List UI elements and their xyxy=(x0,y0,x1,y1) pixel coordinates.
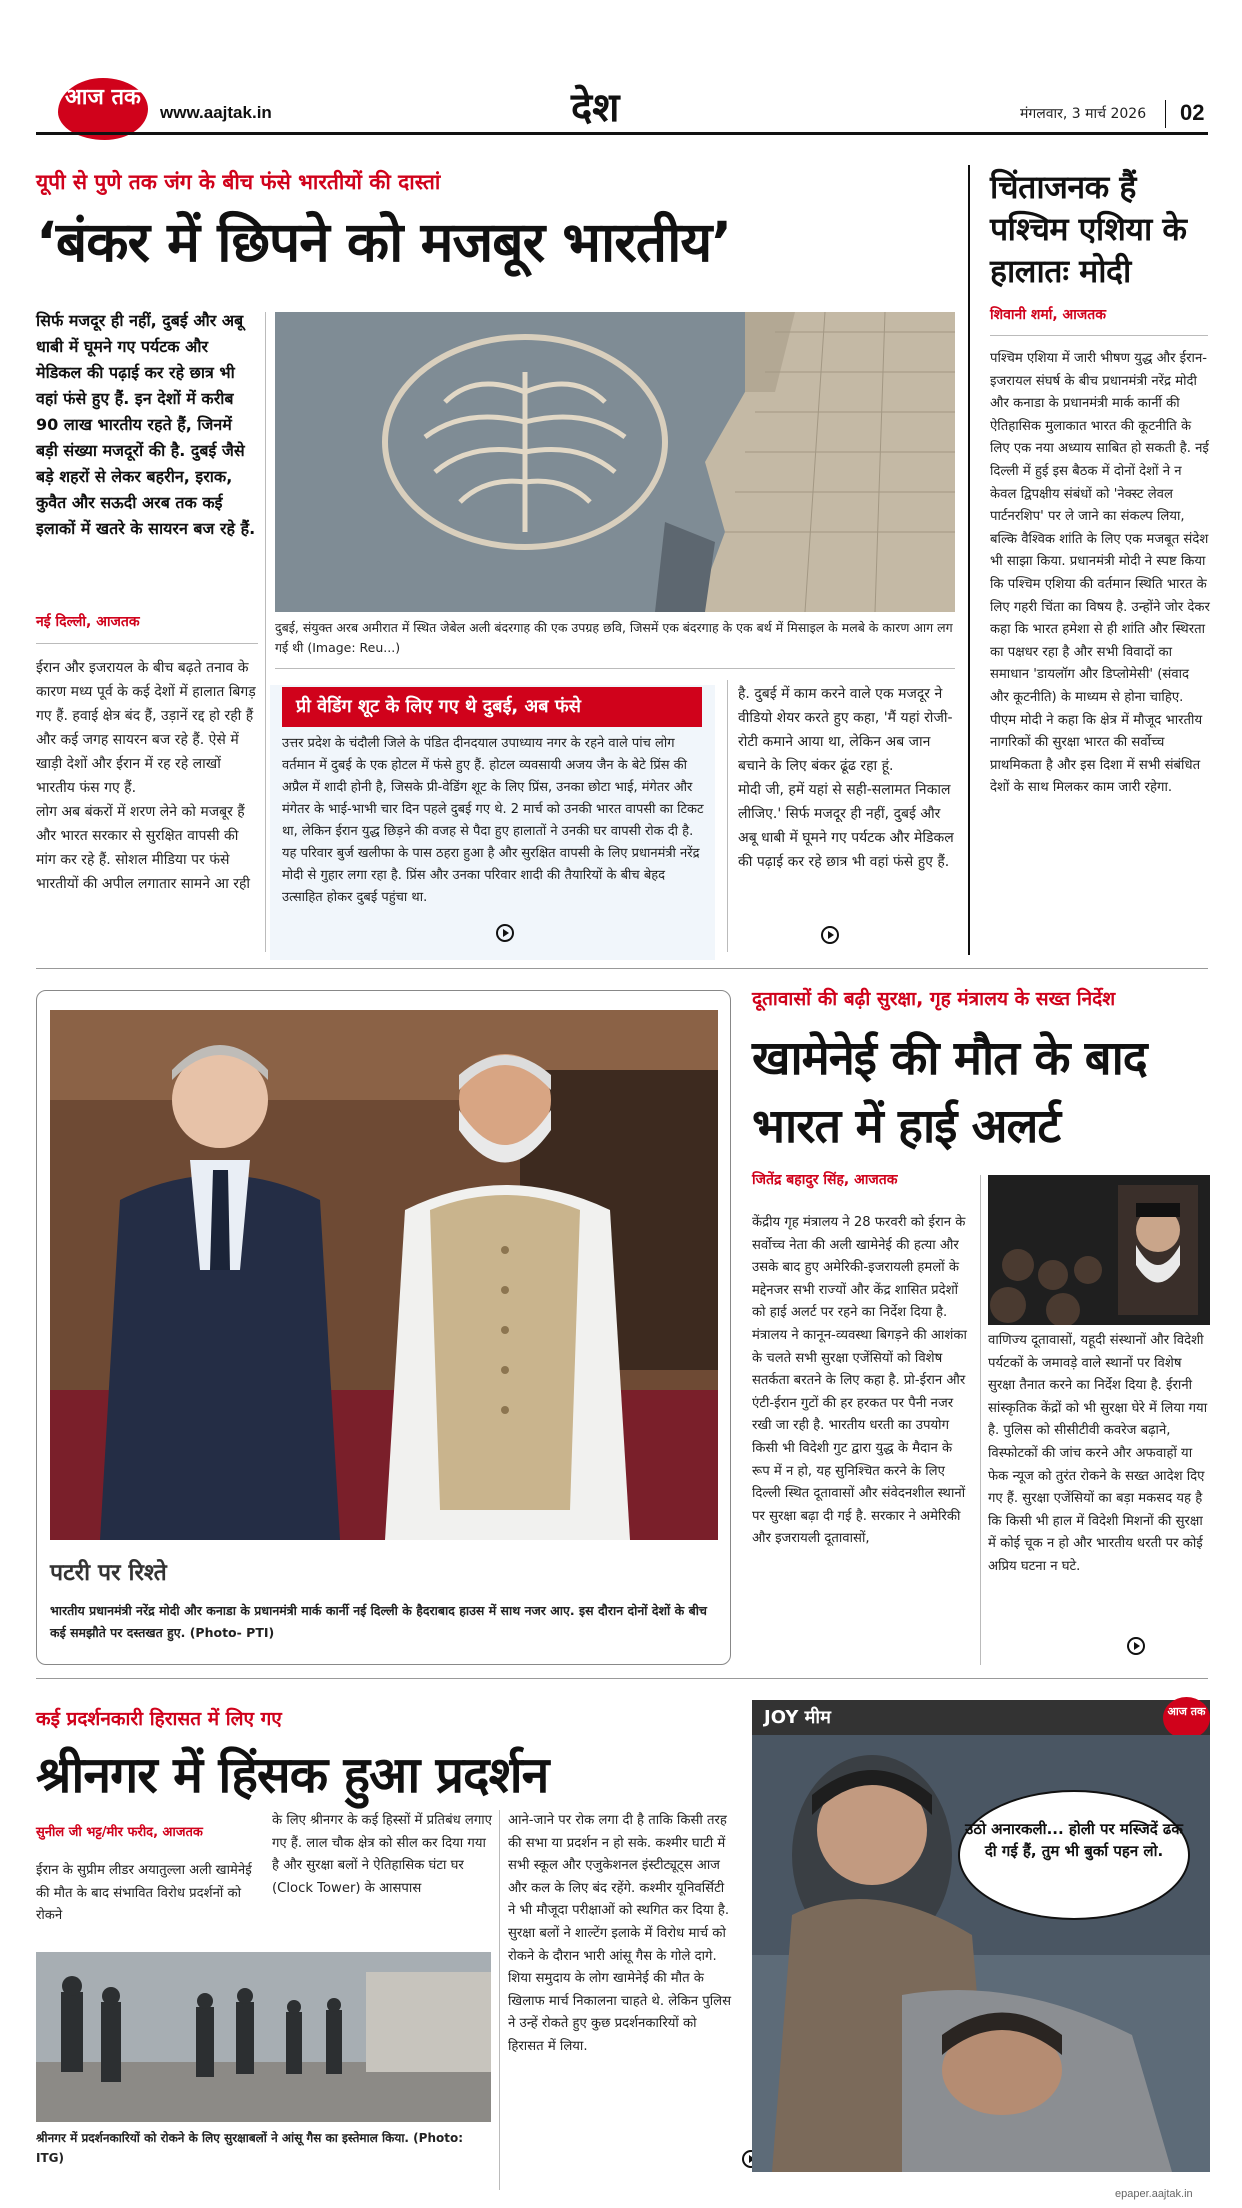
photo-feature-caption: भारतीय प्रधानमंत्री नरेंद्र मोदी और कनाडा के प्रधानमंत्री मार्क कार्नी नई दिल्ली के हैदराबाद हाउस में साथ नजर आए. इस दौरान दोनों देशों के बीच कई समझौते पर दस्तखत हुए. (Photo- PTI) xyxy=(50,1603,707,1640)
story2-byline: शिवानी शर्मा, आजतक xyxy=(990,307,1106,323)
meme-image[interactable] xyxy=(752,1735,1210,2172)
story1-body-col3: है. दुबई में काम करने वाले एक मजदूर ने वीडियो शेयर करते हुए कहा, 'मैं यहां रोजी-रोटी कमाने आया था, लेकिन अब जान बचाने के लिए बंकर ढूंढ रहा हूं. मोदी जी, हमें यहां से सही-सलामत निकाल लीजिए.' सिर्फ मजदूर ही नहीं, दुबई और अबू धाबी में घूमने गए पर्यटक और मेडिकल की पढ़ाई कर रहे छात्र भी वहां फंसे हुए हैं. xyxy=(738,686,954,870)
story2-divider xyxy=(990,335,1208,336)
satellite-image[interactable] xyxy=(275,312,955,612)
edition-date: मंगलवार, 3 मार्च 2026 xyxy=(1020,106,1147,122)
meme-section-label: JOY मीम xyxy=(752,1700,1210,1735)
column-divider xyxy=(968,165,970,955)
story4-body-col2: के लिए श्रीनगर के कई हिस्सों में प्रतिबंध लगाए गए हैं. लाल चौक क्षेत्र को सील कर दिया गया है और सुरक्षा बलों ने ऐतिहासिक घंटा घर (Clock Tower) के आसपास xyxy=(272,1813,492,1896)
section-divider xyxy=(36,1678,1208,1679)
photo-feature-title: पटरी पर रिश्ते xyxy=(50,1560,167,1586)
section-divider xyxy=(36,968,1208,969)
story1-headline[interactable]: ‘बंकर में छिपने को मजबूर भारतीय’ xyxy=(36,210,732,274)
satellite-image-art xyxy=(275,312,955,612)
column-divider xyxy=(499,1810,500,2190)
site-url[interactable]: www.aajtak.in xyxy=(160,103,272,122)
column-divider xyxy=(727,680,728,952)
prewedding-box-title[interactable]: प्री वेडिंग शूट के लिए गए थे दुबई, अब फंसे xyxy=(282,687,702,727)
story4-body-col1: ईरान के सुप्रीम लीडर अयातुल्ला अली खामेनेई की मौत के बाद संभावित विरोध प्रदर्शनों को रोकने xyxy=(36,1863,252,1924)
story3-body-col2: वाणिज्य दूतावासों, यहूदी संस्थानों और विदेशी पर्यटकों के जमावड़े वाले स्थानों पर विशेष सुरक्षा तैनात करने का निर्देश दिया है. ईरानी सांस्कृतिक केंद्रों को भी सुरक्षा घेरे में लिया गया है. पुलिस को सीसीटीवी कवरेज बढ़ाने, विस्फोटकों की जांच करने और अफवाहों या फेक न्यूज को तुरंत रोकने के सख्त आदेश दिए गए हैं. सुरक्षा एजेंसियों का बड़ा मकसद यह है कि किसी भी हाल में विदेशी मिशनों की सुरक्षा में कोई चूक न हो और भारतीय धरती पर कोई अप्रिय घटना न घटे. xyxy=(988,1333,1208,1574)
khamenei-protest-photo[interactable] xyxy=(988,1175,1210,1325)
story1-lead: सिर्फ मजदूर ही नहीं, दुबई और अबू धाबी में घूमने गए पर्यटक और मेडिकल की पढ़ाई कर रहे छात्र भी वहां फंसे हुए हैं. इन देशों में करीब 90 लाख भारतीय रहते हैं, जिनमें बड़ी संख्या मजदूरों की है. दुबई जैसे बड़े शहरों से लेकर बहरीन, इराक, कुवैत और सऊदी अरब तक कई इलाकों में खतरे के सायरन बज रहे हैं. xyxy=(36,311,256,538)
read-more-icon[interactable] xyxy=(496,924,514,942)
column-divider xyxy=(980,1175,981,1665)
story3-headline[interactable]: खामेनेई की मौत के बाद भारत में हाई अलर्ट xyxy=(752,1031,1147,1154)
satellite-caption: दुबई, संयुक्त अरब अमीरात में स्थित जेबेल अली बंदरगाह की एक उपग्रह छवि, जिसमें एक बंदरगाह के एक बर्थ में मिसाइल के मलबे के कारण आग लग गई थी (Image: Reu...) xyxy=(275,620,953,655)
date-divider xyxy=(1165,100,1166,128)
epaper-link[interactable]: epaper.aajtak.in xyxy=(1115,2188,1193,2200)
srinagar-protest-photo[interactable] xyxy=(36,1952,491,2122)
srinagar-protest-photo-art xyxy=(36,1952,491,2122)
aajtak-logo: आज तक xyxy=(1163,1697,1210,1739)
aajtak-logo[interactable]: आज तक xyxy=(58,78,148,140)
story1-body-col1: ईरान और इजरायल के बीच बढ़ते तनाव के कारण मध्य पूर्व के कई देशों में हालात बिगड़ गए हैं. हवाई क्षेत्र बंद हैं, उड़ानें रद्द हो रही हैं और कई जगह सायरन बज रहे हैं. ऐसे में खाड़ी देशों और ईरान में रह रहे लाखों भारतीय फंस गए हैं. लोग अब बंकरों में शरण लेने को मजबूर हैं और भारत सरकार से सुरक्षित वापसी की मांग कर रहे हैं. सोशल मीडिया पर फंसे भारतीयों की अपील लगातार सामने आ रही xyxy=(36,660,256,892)
header-rule xyxy=(36,132,1208,135)
leaders-photo-art xyxy=(50,1010,718,1540)
story3-body-col1: केंद्रीय गृह मंत्रालय ने 28 फरवरी को ईरान के सर्वोच्च नेता की अली खामेनेई की हत्या और उसके बाद हुए अमेरिकी-इजरायली हमलों के मद्देनजर सभी राज्यों और केंद्र शासित प्रदेशों को हाई अलर्ट पर रहने का निर्देश दिया है. मंत्रालय ने कानून-व्यवस्था बिगड़ने की आशंका के चलते सभी सुरक्षा एजेंसियों को विशेष सतर्कता बरतने के लिए कहा है. प्रो-ईरान और एंटी-ईरान गुटों की हर हरकत पर पैनी नजर रखी जा रही है. भारतीय धरती का उपयोग किसी भी विदेशी गुट द्वारा युद्ध के मैदान के रूप में न हो, यह सुनिश्चित करने के लिए दिल्ली स्थित दूतावासों और संवेदनशील स्थानों पर सुरक्षा बढ़ा दी गई है. सरकार ने अमेरिकी और इजरायली दूतावासों, xyxy=(752,1215,967,1547)
story1-byline: नई दिल्ली, आजतक xyxy=(36,614,140,630)
story4-kicker: कई प्रदर्शनकारी हिरासत में लिए गए xyxy=(36,1708,282,1730)
section-title: देश xyxy=(571,85,620,131)
story2-headline[interactable]: चिंताजनक हैं पश्चिम एशिया के हालातः मोदी xyxy=(990,168,1187,290)
meme-image-art xyxy=(752,1735,1210,2172)
story1-kicker: यूपी से पुणे तक जंग के बीच फंसे भारतीयों की दास्तां xyxy=(36,170,441,194)
caption-divider xyxy=(275,668,955,669)
story4-byline: सुनील जी भट्ट/मीर फरीद, आजतक xyxy=(36,1825,203,1840)
khamenei-protest-photo-art xyxy=(988,1175,1210,1325)
meme-speech-bubble: उठो अनारकली... होली पर मस्जिदें ढक दी गई हैं, तुम भी बुर्का पहन लो. xyxy=(958,1790,1190,1920)
story3-kicker: दूतावासों की बढ़ी सुरक्षा, गृह मंत्रालय के सख्त निर्देश xyxy=(752,988,1116,1010)
prewedding-box-text: उत्तर प्रदेश के चंदौली जिले के पंडित दीनदयाल उपाध्याय नगर के रहने वाले पांच लोग वर्तमान में दुबई के एक होटल में फंसे हुए हैं. होटल व्यवसायी अजय जैन के बेटे प्रिंस की अप्रैल में शादी होनी है, जिसके प्री-वेडिंग शूट के लिए प्रिंस, उनका छोटा भाई, मंगेतर और मंगेतर के भाई-भाभी चार दिन पहले दुबई गए थे. 2 मार्च को उनकी भारत वापसी का टिकट था, लेकिन ईरान युद्ध छिड़ने की वजह से पैदा हुए हालातों ने उनकी घर वापसी रोक दी है. यह परिवार बुर्ज खलीफा के पास ठहरा हुआ है और सुरक्षित वापसी के लिए प्रधानमंत्री नरेंद्र मोदी से गुहार लगा रहा है. प्रिंस और उनका परिवार शादी की तैयारियों के बीच बेहद उत्साहित होकर दुबई पहुंचा था. xyxy=(282,736,704,905)
story3-byline: जितेंद्र बहादुर सिंह, आजतक xyxy=(752,1172,898,1188)
story4-body-col3: आने-जाने पर रोक लगा दी है ताकि किसी तरह की सभा या प्रदर्शन न हो सके. कश्मीर घाटी में सभी स्कूल और एजुकेशनल इंस्टीट्यूट्स आज और कल के लिए बंद रहेंगे. कश्मीर यूनिवर्सिटी ने भी मौजूदा परीक्षाओं को स्थगित कर दिया है. सुरक्षा बलों ने शाल्टेंग इलाके में विरोध मार्च को रोकने के दौरान भारी आंसू गैस के गोले दागे. शिया समुदाय के लोग खामेनेई की मौत के खिलाफ मार्च निकालना चाहते थे. लेकिन पुलिस ने उन्हें रोकते हुए कुछ प्रदर्शनकारियों को हिरासत में लिया. xyxy=(508,1813,732,2054)
page-number: 02 xyxy=(1180,100,1205,125)
read-more-icon[interactable] xyxy=(1127,1637,1145,1655)
leaders-photo[interactable] xyxy=(50,1010,718,1540)
story1-lead-divider xyxy=(36,643,258,644)
story4-headline[interactable]: श्रीनगर में हिंसक हुआ प्रदर्शन xyxy=(36,1746,549,1804)
column-divider xyxy=(265,312,266,952)
story2-body: पश्चिम एशिया में जारी भीषण युद्ध और ईरान-इजरायल संघर्ष के बीच प्रधानमंत्री नरेंद्र मोदी और कनाडा के प्रधानमंत्री मार्क कार्नी की ऐतिहासिक मुलाकात भारत की कूटनीति के लिए एक नया अध्याय साबित हो सकती है. नई दिल्ली में हुई इस बैठक में दोनों देशों ने न केवल द्विपक्षीय संबंधों को 'नेक्स्ट लेवल पार्टनरशिप' पर ले जाने का संकल्प लिया, बल्कि वैश्विक शांति के लिए एक मजबूत संदेश भी साझा किया. प्रधानमंत्री मोदी ने स्पष्ट किया कि पश्चिम एशिया की वर्तमान स्थिति भारत के लिए गहरी चिंता का विषय है. उन्होंने जोर देकर कहा कि भारत हमेशा से ही शांति और स्थिरता का पक्षधर रहा है और सभी विवादों का समाधान 'डायलॉग और डिप्लोमेसी' (संवाद और कूटनीति) के माध्यम से होना चाहिए. पीएम मोदी ने कहा कि क्षेत्र में मौजूद भारतीय नागरिकों की सुरक्षा भारत की सर्वोच्च प्राथमिकता है और इस दिशा में सभी संबंधित देशों के साथ मिलकर काम जारी रहेगा. xyxy=(990,351,1210,796)
read-more-icon[interactable] xyxy=(821,926,839,944)
srinagar-caption: श्रीनगर में प्रदर्शनकारियों को रोकने के लिए सुरक्षाबलों ने आंसू गैस का इस्तेमाल किया. (Photo: ITG) xyxy=(36,2131,464,2165)
